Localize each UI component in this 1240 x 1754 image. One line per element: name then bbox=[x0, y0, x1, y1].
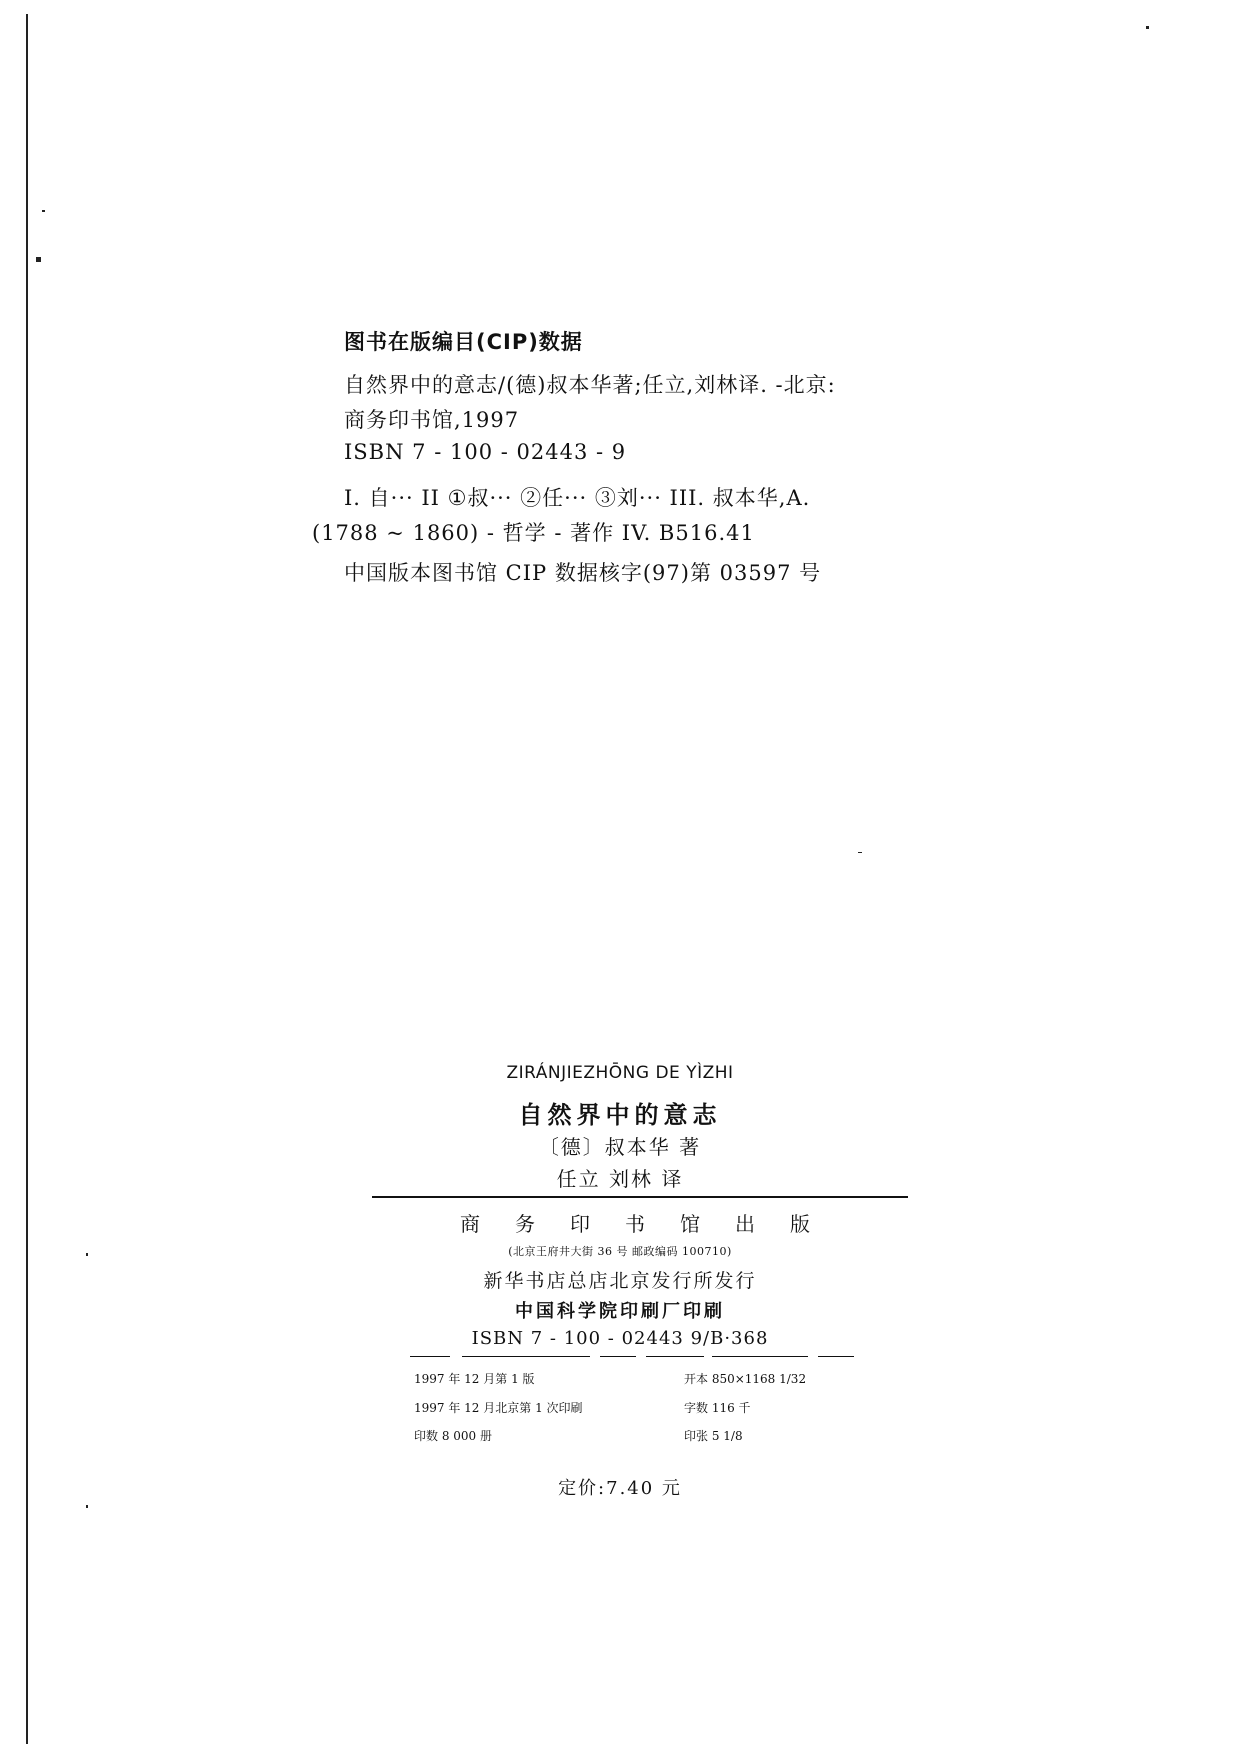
cip-heading: 图书在版编目(CIP)数据 bbox=[344, 330, 583, 354]
distributor-line: 新华书店总店北京发行所发行 bbox=[483, 1270, 757, 1292]
printing-info: 1997 年 12 月北京第 1 次印刷 bbox=[414, 1401, 583, 1415]
colophon-isbn: ISBN 7 - 100 - 02443 9/B·368 bbox=[471, 1328, 769, 1349]
price-line: 定价:7.40 元 bbox=[558, 1478, 682, 1499]
isbn-underline bbox=[462, 1356, 590, 1357]
publisher-address: (北京王府井大街 36 号 邮政编码 100710) bbox=[508, 1245, 732, 1258]
cip-line-classification: (1788 ~ 1860) - 哲学 - 著作 IV. B516.41 bbox=[312, 521, 755, 545]
edition-info: 1997 年 12 月第 1 版 bbox=[414, 1372, 535, 1386]
scan-speck bbox=[42, 210, 45, 212]
author-line: 〔德〕叔本华 著 bbox=[538, 1135, 702, 1159]
isbn-underline bbox=[600, 1356, 636, 1357]
publisher-char: 印 bbox=[570, 1212, 590, 1236]
isbn-underline bbox=[712, 1356, 808, 1357]
publisher-char: 务 bbox=[515, 1212, 535, 1236]
format-info: 开本 850×1168 1/32 bbox=[684, 1372, 807, 1386]
publisher-char: 出 bbox=[735, 1212, 755, 1236]
cip-line-subjects: I. 自··· II ①叔··· ②任··· ③刘··· III. 叔本华,A. bbox=[344, 486, 811, 510]
publisher-char: 书 bbox=[625, 1212, 645, 1236]
colophon-divider bbox=[372, 1196, 908, 1198]
publisher-char: 馆 bbox=[680, 1212, 700, 1236]
book-title: 自然界中的意志 bbox=[518, 1101, 722, 1129]
scan-speck bbox=[1146, 26, 1149, 29]
scan-speck bbox=[36, 257, 41, 262]
printer-line: 中国科学院印刷厂印刷 bbox=[515, 1301, 725, 1322]
publisher-line bbox=[460, 1208, 810, 1237]
cip-line-isbn: ISBN 7 - 100 - 02443 - 9 bbox=[344, 440, 627, 464]
sheets-info: 印张 5 1/8 bbox=[684, 1429, 743, 1443]
isbn-underline bbox=[646, 1356, 704, 1357]
publisher-char: 版 bbox=[790, 1212, 810, 1236]
translator-line: 任立 刘林 译 bbox=[556, 1167, 684, 1191]
isbn-underline bbox=[410, 1356, 450, 1357]
cip-line-publisher: 商务印书馆,1997 bbox=[344, 408, 520, 432]
word-count-info: 字数 116 千 bbox=[684, 1401, 751, 1415]
scan-speck bbox=[86, 1505, 88, 1508]
print-run-info: 印数 8 000 册 bbox=[414, 1429, 492, 1443]
cip-line-title: 自然界中的意志/(德)叔本华著;任立,刘林译. -北京: bbox=[344, 373, 836, 397]
isbn-underline bbox=[818, 1356, 854, 1357]
scan-speck bbox=[858, 852, 862, 853]
pinyin-title: ZIRÁNJIEZHŌNG DE YÌZHI bbox=[506, 1063, 734, 1083]
cip-line-record-number: 中国版本图书馆 CIP 数据核字(97)第 03597 号 bbox=[344, 561, 822, 585]
publisher-char: 商 bbox=[460, 1212, 480, 1236]
